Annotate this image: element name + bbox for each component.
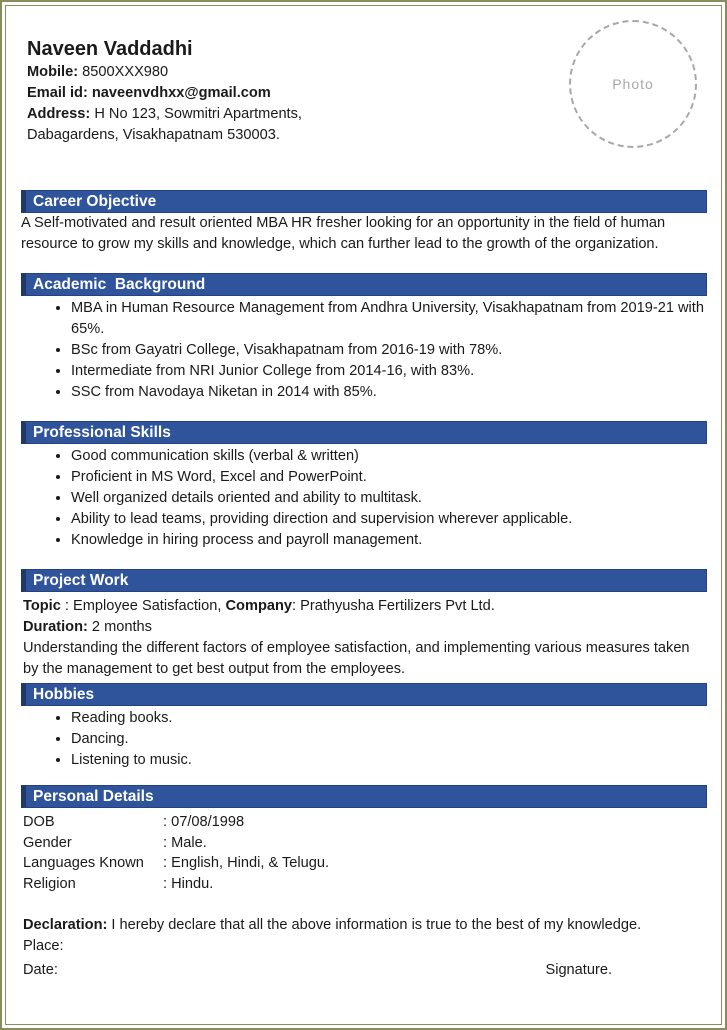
list-item: • Intermediate from NRI Junior College from 2014-16, with 83%. — [71, 361, 707, 382]
address-label: Address: — [27, 106, 91, 122]
section-header-personal-details — [21, 785, 707, 808]
mobile-value: 8500XXX980 — [82, 64, 169, 80]
personal-value: : English, Hindi, & Telugu. — [163, 855, 330, 871]
personal-row-religion — [23, 874, 707, 895]
project-description: Understanding the different factors of employee satisfaction, and implementing various measures taken by the management to get best output from the employees. — [23, 640, 690, 677]
personal-value: : Hindu. — [163, 875, 214, 892]
project-company-value: : Prathyusha Fertilizers Pvt Ltd. — [292, 598, 495, 614]
section-header-professional-skills — [21, 421, 707, 444]
address-line-2: Dabagardens, Visakhapatnam 530003. — [27, 127, 280, 143]
project-topic-line — [23, 596, 707, 617]
section-title-project-work: Project Work — [33, 571, 129, 589]
email-value: naveenvdhxx@gmail.com — [91, 85, 271, 101]
place-line: Place: — [23, 938, 64, 954]
personal-label: Languages Known — [23, 855, 144, 871]
mobile-label: Mobile: — [27, 64, 79, 80]
project-duration-value: 2 months — [87, 619, 152, 635]
list-item: • Dancing. — [71, 729, 707, 750]
project-duration-line — [23, 617, 707, 638]
list-item: • Listening to music. — [71, 750, 707, 771]
section-header-academic-background — [21, 273, 707, 296]
project-topic-value: : Employee Satisfaction, — [60, 598, 226, 614]
project-topic-label: Topic — [23, 598, 61, 614]
list-item: • MBA in Human Resource Management from Andhra University, Visakhapatnam from 2019-21 with 65%. — [71, 298, 707, 340]
declaration-text: I hereby declare that all the above information is true to the best of my knowledge. — [111, 917, 642, 933]
section-title-personal-details: Personal Details — [33, 787, 154, 805]
address-value: H No 123, Sowmitri Apartments, — [94, 106, 302, 122]
personal-label: DOB — [23, 814, 55, 830]
project-block — [21, 596, 707, 680]
project-duration-label: Duration: — [23, 619, 88, 635]
list-item: • Ability to lead teams, providing direction and supervision wherever applicable. — [71, 509, 707, 530]
list-item: • Reading books. — [71, 708, 707, 729]
date-label: Date: — [23, 962, 58, 978]
candidate-name: Naveen Vaddadhi — [27, 38, 193, 60]
list-item: • SSC from Navodaya Niketan in 2014 with 85%. — [71, 382, 707, 403]
declaration-line — [21, 915, 707, 936]
personal-value: : 07/08/1998 — [163, 814, 245, 830]
declaration-label: Declaration: — [23, 917, 108, 933]
personal-label: Religion — [23, 875, 76, 892]
personal-value: : Male. — [163, 834, 207, 851]
personal-details-rows — [21, 812, 707, 894]
project-company-label: Company — [225, 598, 293, 614]
photo-label: Photo — [612, 76, 654, 92]
list-item: • Proficient in MS Word, Excel and PowerPoint. — [71, 467, 707, 488]
skills-list — [21, 446, 707, 551]
photo-placeholder — [569, 20, 697, 148]
list-item: • Well organized details oriented and ability to multitask. — [71, 488, 707, 509]
career-objective-text: A Self-motivated and result oriented MBA HR fresher looking for an opportunity in the field of human resource to grow my skills and knowledge, which can further lead to the growth of the organization. — [21, 215, 666, 252]
resume-page-inner — [5, 5, 722, 1025]
date-signature-row — [21, 960, 707, 981]
section-title-professional-skills: Professional Skills — [33, 423, 171, 441]
hobbies-list — [21, 708, 707, 771]
list-item: • Good communication skills (verbal & written) — [71, 446, 707, 467]
personal-row-languages — [23, 853, 707, 874]
section-title-academic-background: Academic Background — [33, 275, 206, 293]
signature-label: Signature. — [545, 962, 612, 978]
section-header-project-work — [21, 569, 707, 592]
personal-row-gender — [23, 833, 707, 854]
list-item: • Knowledge in hiring process and payroll management. — [71, 530, 707, 551]
email-label: Email id: — [27, 85, 88, 101]
section-title-career-objective: Career Objective — [33, 192, 157, 210]
list-item: • BSc from Gayatri College, Visakhapatnam from 2016-19 with 78%. — [71, 340, 707, 361]
section-header-career-objective — [21, 190, 707, 213]
personal-label: Gender — [23, 834, 72, 851]
section-title-hobbies: Hobbies — [33, 685, 95, 703]
section-header-hobbies — [21, 683, 707, 706]
academic-list — [21, 298, 707, 403]
personal-row-dob — [23, 812, 707, 833]
